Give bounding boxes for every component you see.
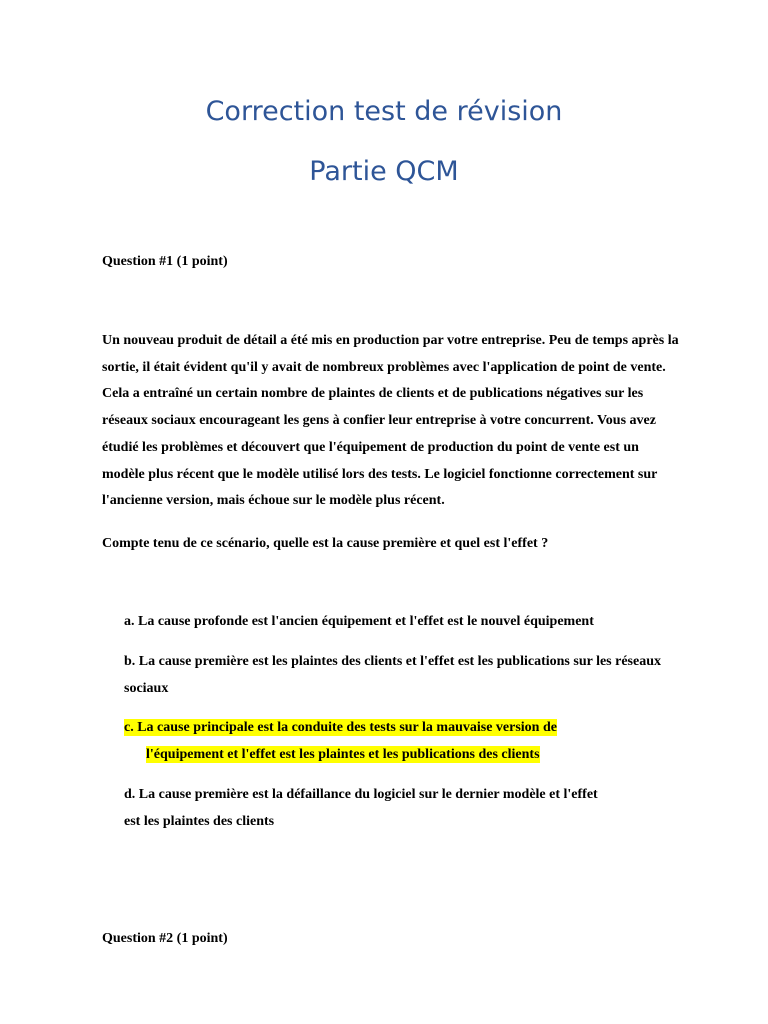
question-2-header: Question #2 (1 point)	[102, 931, 228, 946]
question-1-header: Question #1 (1 point)	[102, 254, 228, 269]
document-title: Correction test de révision	[205, 96, 563, 127]
option-c-line-1: c. La cause principale est la conduite des tests sur la mauvaise version de	[124, 720, 557, 735]
question-1-option-b: b. La cause première est les plaintes des clients et l'effet est les publications sur les réseaux sociaux	[124, 654, 661, 696]
question-1-scenario: Un nouveau produit de détail a été mis en production par votre entreprise. Peu de temps après la sortie, il était évident qu'il y avait de nombreux problèmes avec l'application de point de vente. Cela a entraîné un certain nombre de plaintes de clients et de publications négatives sur les réseaux sociaux encourageant les gens à confier leur entreprise à votre concurrent. Vous avez étudié les problèmes et découvert que l'équipement de production du point de vente est un modèle plus récent que le modèle utilisé lors des tests. Le logiciel fonctionne correctement sur l'ancienne version, mais échoue sur le modèle plus récent.	[102, 333, 679, 509]
question-1-option-d: d. La cause première est la défaillance du logiciel sur le dernier modèle et l'effet est les plaintes des clients	[124, 787, 598, 829]
question-1-prompt: Compte tenu de ce scénario, quelle est la cause première et quel est l'effet ?	[102, 536, 549, 551]
question-1-option-c-correct	[124, 714, 664, 768]
option-c-line-2: l'équipement et l'effet est les plaintes et les publications des clients	[146, 747, 540, 762]
document-subtitle: Partie QCM	[309, 156, 459, 187]
question-1-option-a: a. La cause profonde est l'ancien équipement et l'effet est le nouvel équipement	[124, 614, 594, 629]
